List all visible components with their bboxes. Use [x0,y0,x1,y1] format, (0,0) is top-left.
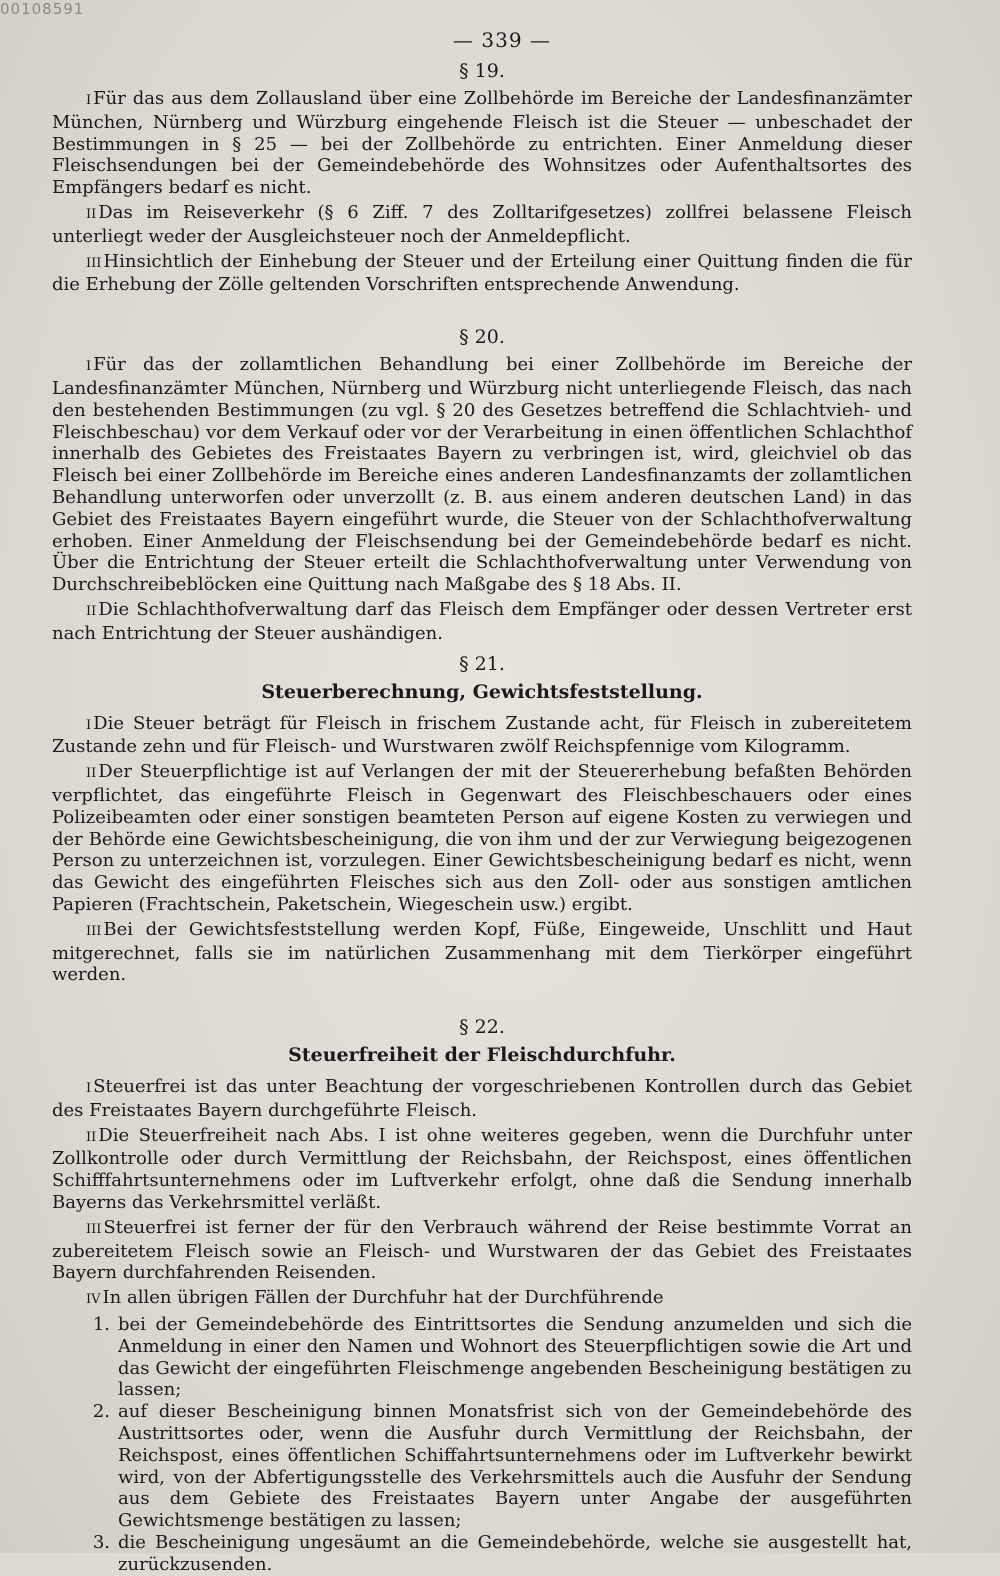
list-item-text: bei der Gemeindebehörde des Eintrittsortes die Sendung anzumelden und sich die Anmeldung in einer den Namen und Wohnort des Steuerpflichtigen sowie die Art und das Gewicht der eingeführten Fleischmenge angebenden Bescheinigung bestätigen zu lassen; [118,1314,912,1401]
paragraph-text: Die Steuer beträgt für Fleisch in frischem Zustande acht, für Fleisch in zubereitetem Zustande zehn und für Fleisch- und Wurstwaren zwölf Reichspfennige vom Kilogramm. [52,712,912,758]
paragraph [52,599,912,645]
paragraph [52,1287,912,1311]
section-number: § 22. [459,1016,505,1039]
numbered-list [52,1314,912,1576]
paragraph [52,919,912,986]
paragraph [52,88,912,199]
section-22 [52,1016,912,1576]
paragraph-mark: II [86,206,97,222]
section-title: Steuerfreiheit der Fleischdurchfuhr. [288,1044,676,1067]
paragraph-text: Für das der zollamtlichen Behandlung bei einer Zollbehörde im Bereiche der Landesfinanzämter München, Nürnberg und Würzburg nicht unterliegende Fleisch, das nach den bestehenden Bestimmungen (zu vgl. § 20 des Gesetzes betreffend die Schlachtvieh- und Fleischbeschau) vor dem Verkauf oder vor der Verarbeitung in einen öffentlichen Schlachthof innerhalb des Gebietes des Freistaates Bayern zu verbringen ist, wird, gleichviel ob das Fleisch bei einer Zollbehörde im Bereiche eines anderen Landesfinanzamts der zollamtlichen Behandlung unterworfen oder unverzollt (z. B. aus einem anderen deutschen Land) in das Gebiet des Freistaates Bayern eingeführt wurde, die Steuer von der Schlachthofverwaltung erhoben. Einer Anmeldung der Fleischsendung bei der Gemeindebehörde bedarf es nicht. Über die Entrichtung der Steuer erteilt die Schlachthofverwaltung unter Verwendung von Durchschreibeblöcken eine Quittung nach Maßgabe des § 18 Abs. II. [52,354,912,596]
paragraph-mark: I [86,1081,92,1097]
paragraph [52,354,912,596]
paragraph-mark: II [86,1129,97,1145]
paragraph-mark: IV [86,1292,101,1308]
paragraph-mark: I [86,93,92,108]
paragraph-mark: I [86,717,92,733]
paragraph-mark: II [86,603,97,619]
paragraph-text: Das im Reiseverkehr (§ 6 Ziff. 7 des Zolltarifgesetzes) zollfrei belassene Fleisch unterliegt weder der Ausgleichsteuer noch der Anmeldepflicht. [52,201,912,247]
paragraph-text: Steuerfrei ist das unter Beachtung der vorgeschriebenen Kontrollen durch das Gebiet des Freistaates Bayern durchgeführte Fleisch. [52,1076,912,1121]
list-item [52,1532,912,1576]
paragraph [52,1125,912,1214]
paragraph-text: In allen übrigen Fällen der Durchfuhr hat der Durchführende [102,1287,664,1309]
section-number: § 20. [459,326,505,349]
paragraph-mark: II [86,766,97,782]
paragraph-text: Hinsichtlich der Einhebung der Steuer und der Erteilung einer Quittung finden die für die Erhebung der Zölle geltenden Vorschriften entsprechende Anwendung. [52,250,912,296]
section-21 [52,653,912,987]
paragraph [52,1076,912,1122]
paragraph [52,1217,912,1284]
paragraph [52,251,912,297]
archive-stamp: 00108591 [0,0,85,18]
list-item-text: auf dieser Bescheinigung binnen Monatsfrist sich von der Gemeindebehörde des Austrittsortes oder, wenn die Ausfuhr durch Vermittlung der Reichsbahn, der Reichspost, eines öffentlichen Schiffahrtsunternehmens oder im Luftverkehr bewirkt wird, von der Abfertigungsstelle des Verkehrsmittels auch die Ausfuhr der Sendung aus dem Gebiete des Freistaates Bayern unter Angabe der ausgeführten Gewichtsmenge bestätigen zu lassen; [118,1401,912,1532]
section-19 [52,60,912,296]
section-number: § 19. [459,60,505,82]
paragraph-text: Für das aus dem Zollausland über eine Zollbehörde im Bereiche der Landesfinanzämter München, Nürnberg und Würzburg eingehende Fleisch ist die Steuer — unbeschadet der Bestimmungen in § 25 — bei der Zollbehörde zu entrichten. Einer Anmeldung dieser Fleischsendungen bei der Gemeindebehörde des Wohnsitzes oder Aufenthaltsortes des Empfängers bedarf es nicht. [52,88,912,199]
list-item [52,1314,912,1401]
list-item-number: 1. [92,1314,110,1336]
list-item-number: 3. [92,1532,110,1554]
paragraph-mark: III [86,1221,102,1237]
paragraph-text: Die Schlachthofverwaltung darf das Fleisch dem Empfänger oder dessen Vertreter erst nach Entrichtung der Steuer aushändigen. [52,598,912,644]
paragraph [52,202,912,248]
paragraph [52,713,912,759]
list-item-text: die Bescheinigung ungesäumt an die Gemeindebehörde, welche sie ausgestellt hat, zurückzusenden. [118,1532,912,1575]
list-item [52,1401,912,1532]
section-20 [52,326,912,644]
paragraph-mark: I [86,359,92,375]
paragraph-mark: III [86,923,102,939]
paragraph-text: Der Steuerpflichtige ist auf Verlangen der mit der Steuererhebung befaßten Behörden verpflichtet, das eingeführte Fleisch in Gegenwart des Fleischbeschauers oder eines Polizeibeamten oder einer sonstigen beamteten Person auf eigene Kosten zu verwiegen und der Behörde eine Gewichtsbescheinigung, die von ihm und der zur Verwiegung beigezogenen Person zu unterzeichnen ist, vorzulegen. Einer Gewichtsbescheinigung bedarf es nicht, wenn das Gewicht des eingeführten Fleisches sich aus den Zoll- oder aus sonstigen amtlichen Papieren (Frachtschein, Paketschein, Wiegeschein usw.) ergibt. [52,761,912,915]
paragraph-text: Bei der Gewichtsfeststellung werden Kopf, Füße, Eingeweide, Unschlitt und Haut mitgerechnet, falls sie im natürlichen Zusammenhang mit dem Tierkörper eingeführt werden. [52,918,912,986]
list-item-number: 2. [92,1401,110,1423]
paragraph [52,761,912,916]
paragraph-mark: III [86,255,102,271]
section-title: Steuerberechnung, Gewichtsfeststellung. [261,680,703,703]
section-number: § 21. [459,652,505,675]
page-number: — 339 — [453,28,551,52]
paragraph-text: Die Steuerfreiheit nach Abs. I ist ohne weiteres gegeben, wenn die Durchfuhr unter Zollkontrolle oder durch Vermittlung der Reichsbahn, der Reichspost, eines öffentlichen Schifffahrtsunternehmens oder im Luftverkehr erfolgt, ohne daß die Sendung innerhalb Bayerns das Verkehrsmittel verläßt. [52,1124,912,1214]
paragraph-text: Steuerfrei ist ferner der für den Verbrauch während der Reise bestimmte Vorrat an zubereitetem Fleisch sowie an Fleisch- und Wurstwaren der das Gebiet des Freistaates Bayern durchfahrenden Reisenden. [52,1216,912,1284]
